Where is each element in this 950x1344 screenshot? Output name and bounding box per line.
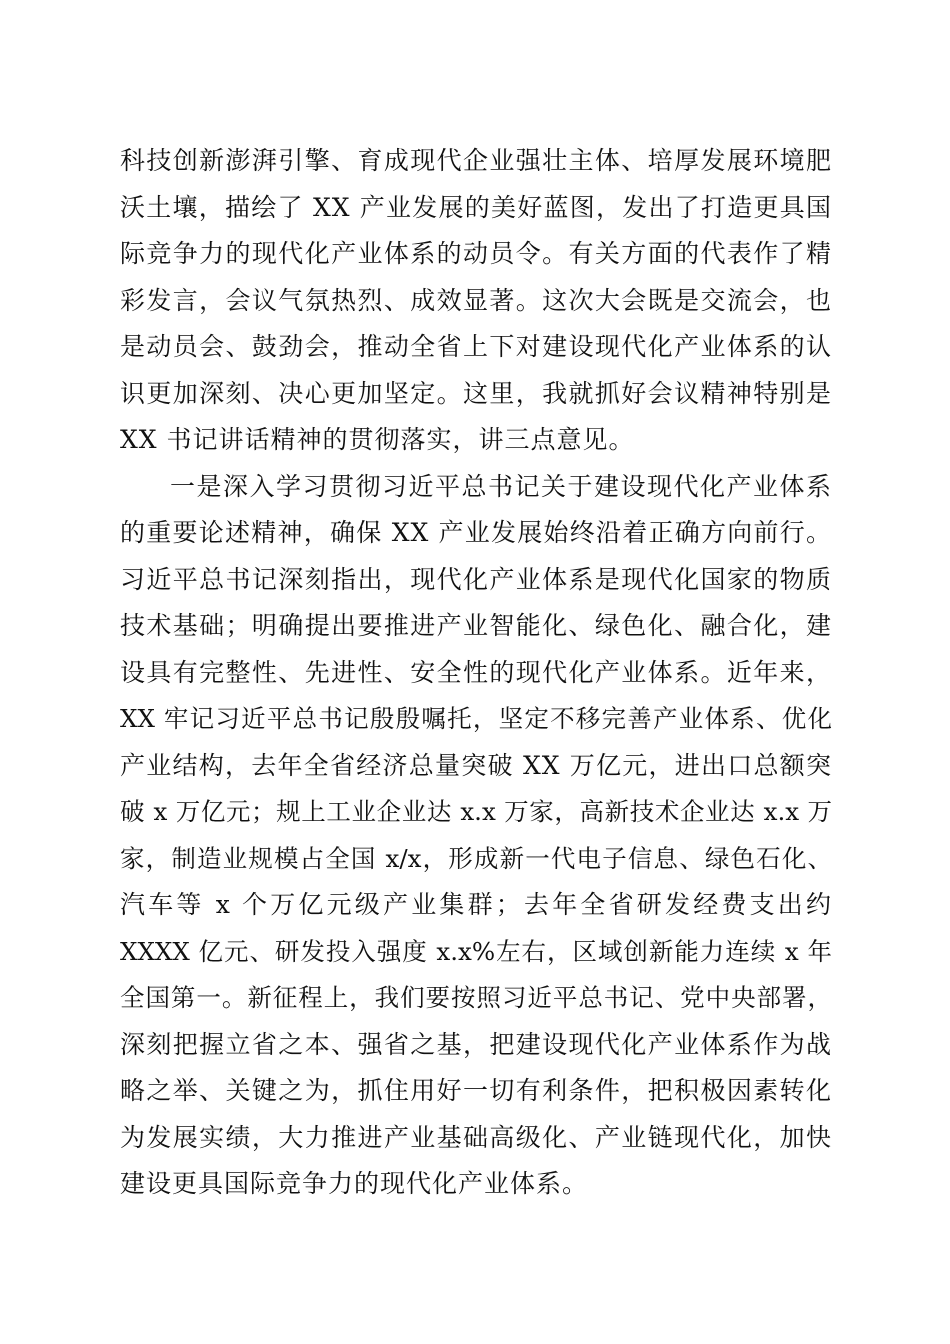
text-line: 破 x 万亿元；规上工业企业达 x.x 万家，高新技术企业达 x.x 万 <box>120 797 832 826</box>
text-line: 为发展实绩，大力推进产业基础高级化、产业链现代化，加快 <box>120 1122 832 1152</box>
text-line: 产业结构，去年全省经济总量突破 XX 万亿元，进出口总额突 <box>120 750 832 780</box>
text-line: 家，制造业规模占全国 x/x，形成新一代电子信息、绿色石化、 <box>120 843 832 873</box>
text-line: 识更加深刻、决心更加坚定。这里，我就抓好会议精神特别是 <box>120 378 832 408</box>
text-line: 深刻把握立省之本、强省之基，把建设现代化产业体系作为战 <box>120 1029 832 1059</box>
text-line: 一是深入学习贯彻习近平总书记关于建设现代化产业体系 <box>170 471 832 501</box>
text-line: 是动员会、鼓劲会，推动全省上下对建设现代化产业体系的认 <box>120 332 832 361</box>
text-line: 沃土壤，描绘了 XX 产业发展的美好蓝图，发出了打造更具国 <box>120 192 832 222</box>
text-line: 的重要论述精神，确保 XX 产业发展始终沿着正确方向前行。 <box>120 518 832 547</box>
text-line: 际竞争力的现代化产业体系的动员令。有关方面的代表作了精 <box>120 239 832 268</box>
text-line: 设具有完整性、先进性、安全性的现代化产业体系。近年来， <box>120 657 832 687</box>
text-line: 略之举、关键之为，抓住用好一切有利条件，把积极因素转化 <box>120 1076 832 1105</box>
text-line: 汽车等 x 个万亿元级产业集群；去年全省研发经费支出约 <box>120 890 832 919</box>
text-line: XXXX 亿元、研发投入强度 x.x%左右，区域创新能力连续 x 年 <box>120 936 832 966</box>
paragraph-1 <box>120 138 832 464</box>
text-line: XX 书记讲话精神的贯彻落实，讲三点意见。 <box>120 425 635 454</box>
text-line: 科技创新澎湃引擎、育成现代企业强壮主体、培厚发展环境肥 <box>120 146 832 175</box>
text-line: 习近平总书记深刻指出，现代化产业体系是现代化国家的物质 <box>120 564 832 594</box>
text-line: 技术基础；明确提出要推进产业智能化、绿色化、融合化，建 <box>120 611 832 640</box>
text-line: 全国第一。新征程上，我们要按照习近平总书记、党中央部署， <box>120 983 832 1012</box>
paragraph-2 <box>120 464 832 1208</box>
text-line: 彩发言，会议气氛热烈、成效显著。这次大会既是交流会，也 <box>120 285 832 315</box>
document-body <box>120 138 832 1208</box>
text-line: 建设更具国际竞争力的现代化产业体系。 <box>120 1169 589 1198</box>
text-line: XX 牢记习近平总书记殷殷嘱托，坚定不移完善产业体系、优化 <box>120 704 832 733</box>
